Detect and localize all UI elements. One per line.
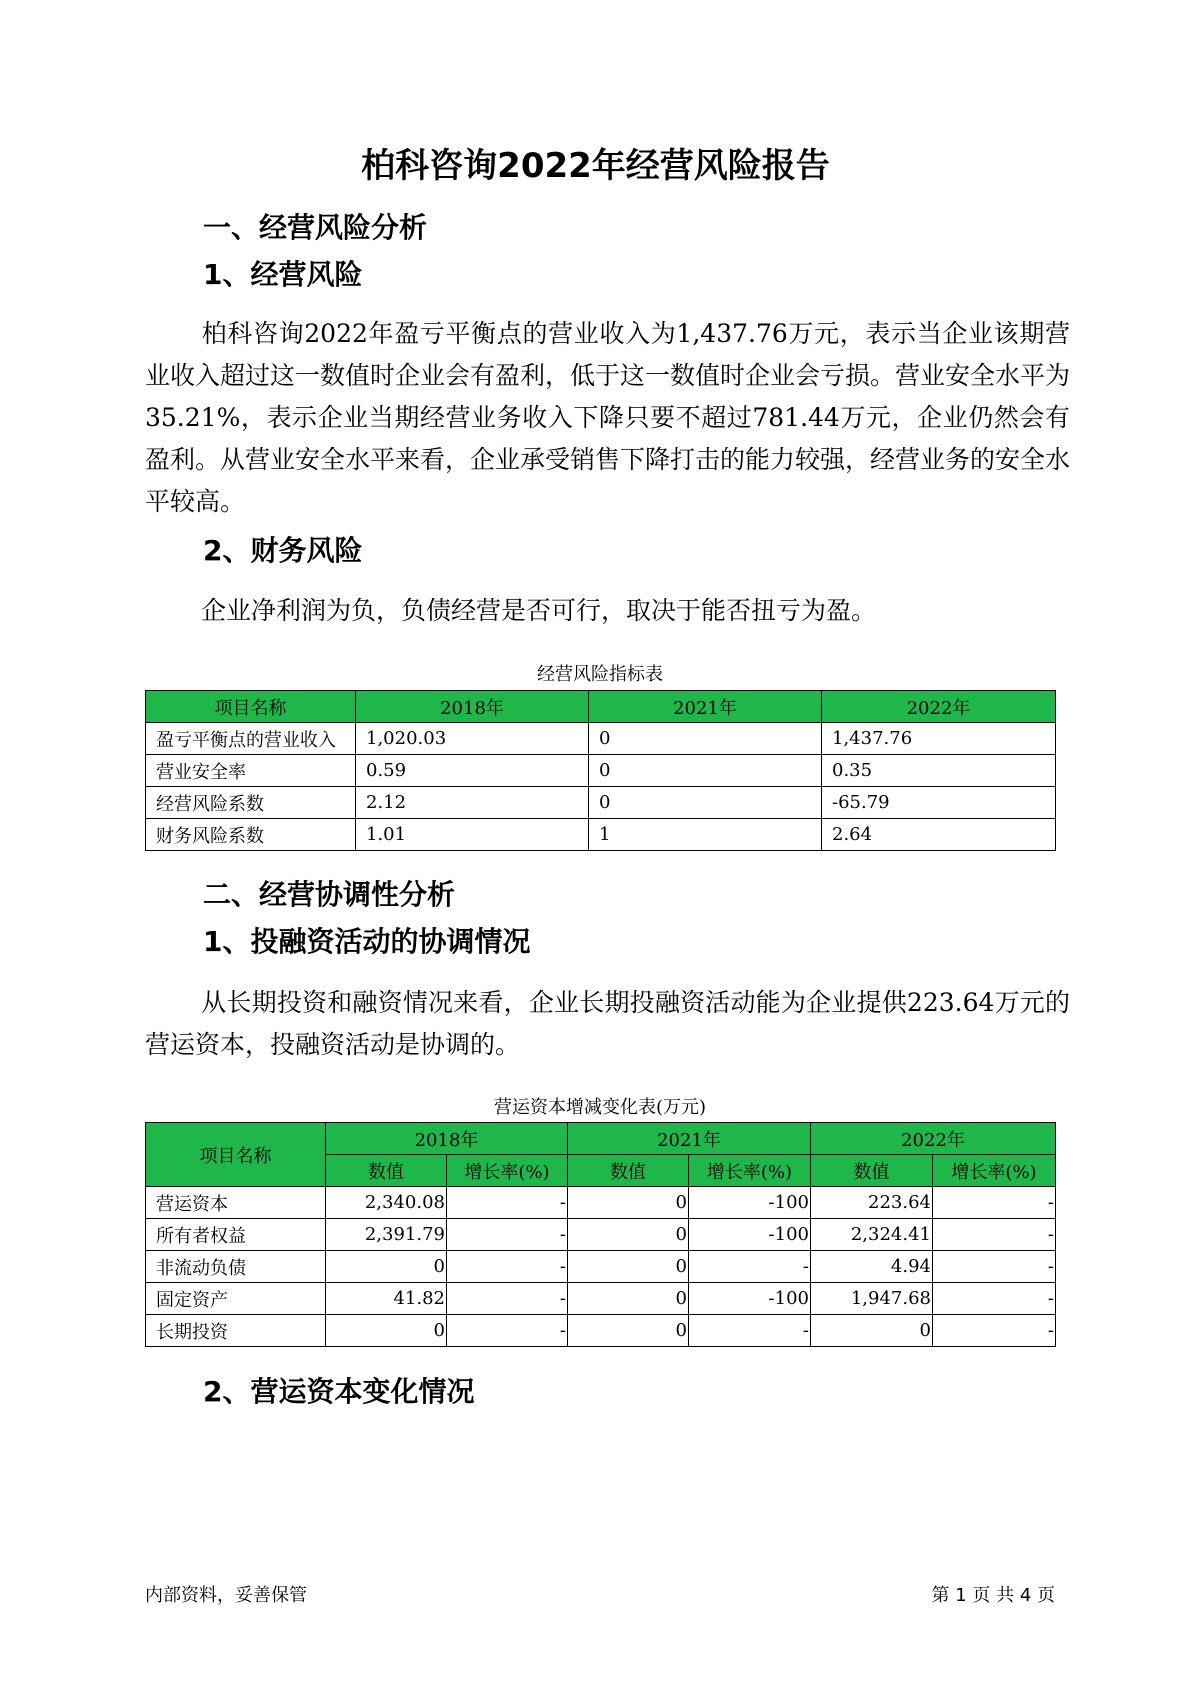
table-header-cell: 项目名称 [146,691,356,723]
table-cell: 0 [589,787,822,819]
table-subheader-cell: 增长率(%) [689,1155,811,1187]
table-cell: 2.12 [356,787,589,819]
row-label-cell: 财务风险系数 [146,819,356,851]
table-row [146,1283,1056,1315]
table-cell: 0.35 [822,755,1056,787]
subsection-heading-financial-risk: 2、财务风险 [203,534,363,567]
table1-caption: 经营风险指标表 [537,664,663,685]
table-cell: 2,340.08 [326,1187,447,1219]
row-label-cell: 非流动负债 [146,1251,326,1283]
table-header-year-cell: 2022年 [811,1123,1056,1155]
table-row [146,1315,1056,1347]
table-subheader-cell: 数值 [811,1155,933,1187]
table-cell: 223.64 [811,1187,933,1219]
table-cell: - [447,1251,568,1283]
footer-confidential-note: 内部资料，妥善保管 [145,1585,307,1606]
table-cell: 1 [589,819,822,851]
table-row [146,1187,1056,1219]
working-capital-change-table [145,1122,1056,1347]
table-cell: - [447,1187,568,1219]
table-header-year-cell: 2018年 [326,1123,568,1155]
table-cell: 0 [568,1283,689,1315]
table-cell: 0 [568,1219,689,1251]
table-cell: 0 [568,1315,689,1347]
table2-caption: 营运资本增减变化表(万元) [493,1097,707,1118]
table-cell: -65.79 [822,787,1056,819]
paragraph-operating-risk-text: 柏科咨询2022年盈亏平衡点的营业收入为1,437.76万元，表示当企业该期营业收入超过这一数值时企业会有盈利，低于这一数值时企业会亏损。营业安全水平为35.21%，表示企业当期经营业务收入下降只要不超过781.44万元，企业仍然会有盈利。从营业安全水平来看，企业承受销售下降打击的能力较强，经营业务的安全水平较高。 [145,319,1071,516]
table-row [146,819,1056,851]
table-cell: 1.01 [356,819,589,851]
row-label-cell: 经营风险系数 [146,787,356,819]
table-row [146,1251,1056,1283]
row-label-cell: 所有者权益 [146,1219,326,1251]
table-subheader-cell: 数值 [568,1155,689,1187]
page-title: 柏科咨询2022年经营风险报告 [361,146,830,186]
row-label-cell: 营运资本 [146,1187,326,1219]
table-cell: - [689,1315,811,1347]
table-cell: 1,020.03 [356,723,589,755]
table-cell: -100 [689,1219,811,1251]
table-header-year-cell: 2021年 [568,1123,811,1155]
table-cell: 0.59 [356,755,589,787]
table-cell: 2,324.41 [811,1219,933,1251]
section-heading-coordination-analysis: 二、经营协调性分析 [203,878,456,911]
table-header-cell: 项目名称 [146,1123,326,1187]
table-cell: 1,947.68 [811,1283,933,1315]
table-cell: 0 [589,723,822,755]
table-cell: 0 [589,755,822,787]
table-row [146,787,1056,819]
table-cell: - [933,1283,1056,1315]
table-cell: 4.94 [811,1251,933,1283]
table-cell: 2,391.79 [326,1219,447,1251]
table-cell: 0 [326,1251,447,1283]
table-cell: - [933,1251,1056,1283]
table-subheader-cell: 增长率(%) [447,1155,568,1187]
table-cell: - [447,1219,568,1251]
row-label-cell: 盈亏平衡点的营业收入 [146,723,356,755]
table-subheader-cell: 数值 [326,1155,447,1187]
subsection-heading-working-capital-change: 2、营运资本变化情况 [203,1375,475,1408]
table-cell: 1,437.76 [822,723,1056,755]
table-row [146,1219,1056,1251]
operating-risk-indicator-table [145,690,1056,851]
footer-page-number: 第 1 页 共 4 页 [931,1585,1055,1606]
table-header-cell: 2021年 [589,691,822,723]
table-cell: - [447,1283,568,1315]
table-cell: - [689,1251,811,1283]
row-label-cell: 长期投资 [146,1315,326,1347]
table-header-row [146,691,1056,723]
table-cell: 0 [811,1315,933,1347]
table-cell: 0 [568,1251,689,1283]
table-cell: - [933,1315,1056,1347]
section-heading-operating-risk-analysis: 一、经营风险分析 [203,211,428,244]
paragraph-financial-risk: 企业净利润为负，负债经营是否可行，取决于能否扭亏为盈。 [201,596,877,625]
paragraph-operating-risk [145,313,1070,523]
table-cell: 0 [568,1187,689,1219]
paragraph-investment-financing-text: 从长期投资和融资情况来看，企业长期投融资活动能为企业提供223.64万元的营运资本，投融资活动是协调的。 [145,988,1070,1059]
subsection-heading-operating-risk: 1、经营风险 [203,258,363,291]
table-cell: - [933,1219,1056,1251]
table-cell: - [447,1315,568,1347]
row-label-cell: 营业安全率 [146,755,356,787]
table-row [146,723,1056,755]
table-header-cell: 2018年 [356,691,589,723]
table-header-cell: 2022年 [822,691,1056,723]
table-cell: - [933,1187,1056,1219]
paragraph-investment-financing [145,982,1070,1066]
table-cell: -100 [689,1187,811,1219]
table-cell: 2.64 [822,819,1056,851]
table-header-row [146,1123,1056,1155]
row-label-cell: 固定资产 [146,1283,326,1315]
table-cell: 41.82 [326,1283,447,1315]
table-cell: -100 [689,1283,811,1315]
table-subheader-cell: 增长率(%) [933,1155,1056,1187]
table-cell: 0 [326,1315,447,1347]
table-row [146,755,1056,787]
subsection-heading-investment-financing: 1、投融资活动的协调情况 [203,925,531,958]
